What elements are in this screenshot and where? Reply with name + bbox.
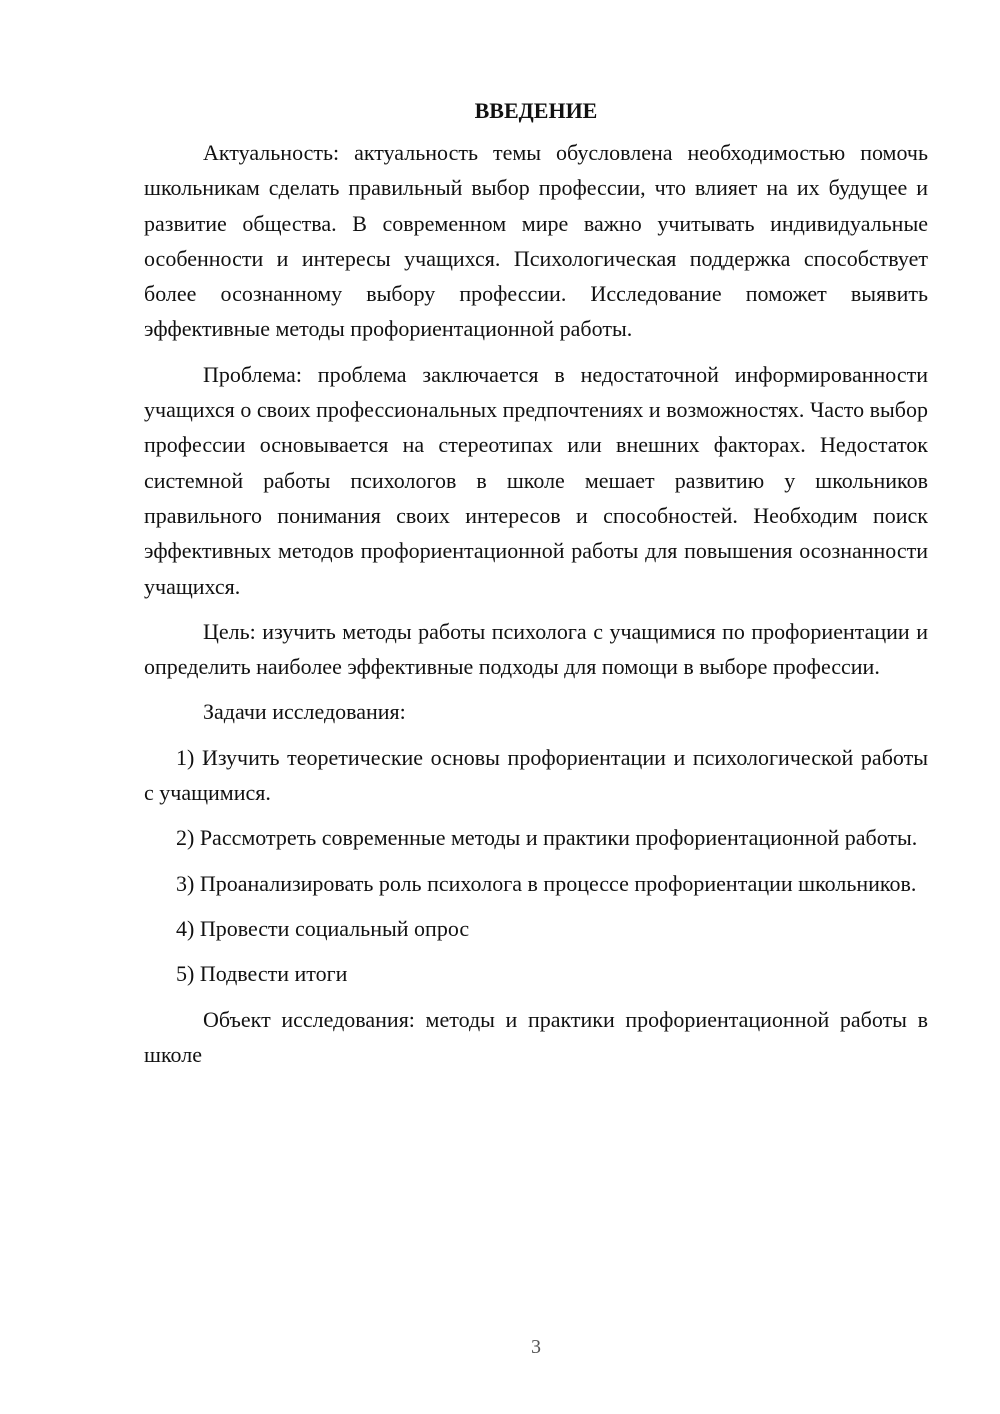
task-item-5: 5) Подвести итоги (176, 961, 348, 987)
tasks-heading: Задачи исследования: (203, 699, 406, 725)
page-number: 3 (531, 1336, 541, 1358)
relevance-paragraph: Актуальность: актуальность темы обусловлена необходимостью помочь школьникам сделать правильный выбор профессии, что влияет на их будущее и развитие общества. В современном мире важно учитывать индивидуальные особенности и интересы учащихся. Психологическая поддержка способствует более осознанному выбору профессии. Исследование поможет выявить эффективные методы профориентационной работы. (144, 140, 928, 342)
problem-paragraph: Проблема: проблема заключается в недостаточной информированности учащихся о своих профессиональных предпочтениях и возможностях. Часто выбор профессии основывается на стереотипах или внешних факторах. Недостаток системной работы психологов в школе мешает развитию у школьников правильного понимания своих интересов и способностей. Необходим поиск эффективных методов профориентационной работы для повышения осознанности учащихся. (144, 361, 928, 599)
task-item-2: 2) Рассмотреть современные методы и практики профориентационной работы. (176, 825, 918, 851)
goal-paragraph: Цель: изучить методы работы психолога с учащимися по профориентации и определить наиболее эффективные подходы для помощи в выборе профессии. (144, 618, 928, 680)
page-body (144, 93, 928, 1082)
task-item-1: 1) Изучить теоретические основы профориентации и психологической работы с учащимися. (144, 744, 928, 806)
task-item-3: 3) Проанализировать роль психолога в процессе профориентации школьников. (176, 870, 917, 896)
section-title: ВВЕДЕНИЕ (474, 98, 598, 123)
task-item-4: 4) Провести социальный опрос (176, 915, 470, 941)
tasks-list (144, 740, 928, 992)
object-paragraph: Объект исследования: методы и практики профориентационной работы в школе (144, 1006, 928, 1067)
